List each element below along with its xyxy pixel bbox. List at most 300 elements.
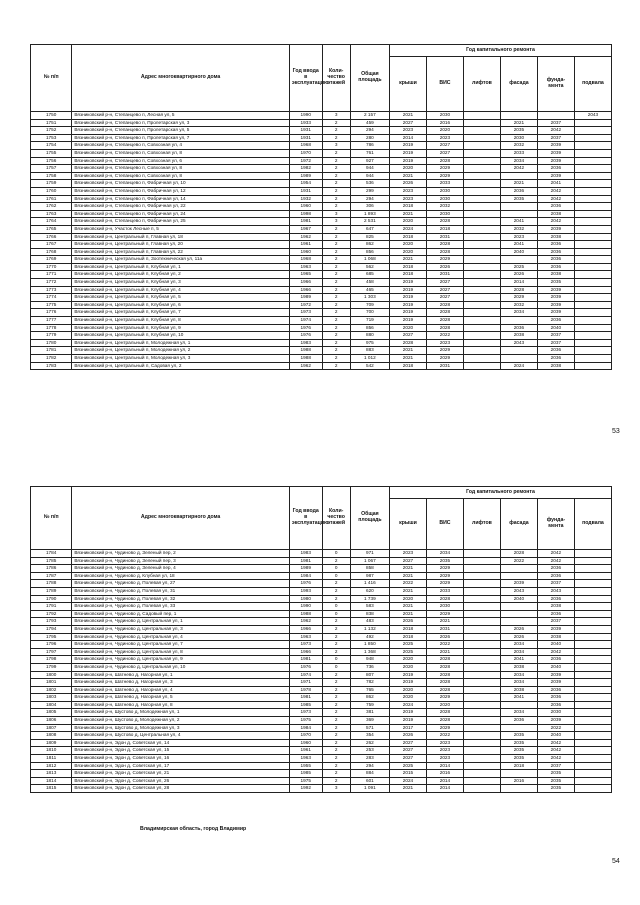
table-cell (463, 739, 500, 747)
table-cell (574, 203, 611, 211)
table-cell: 2 (322, 279, 350, 287)
table-cell: 1989 (289, 294, 322, 302)
table-cell (463, 565, 500, 573)
table-cell: 883 (350, 347, 389, 355)
col-basement: подвала (574, 499, 611, 550)
table-cell: 2036 (537, 241, 574, 249)
table-cell (500, 210, 537, 218)
table-cell: 2023 (389, 187, 426, 195)
table-cell: 1810 (31, 747, 72, 755)
table-cell (463, 112, 500, 120)
table-cell: 1791 (31, 603, 72, 611)
table-cell (574, 362, 611, 370)
table-cell: Вязниковский р-н, Шатнево д, Нагорная ул, 8 (72, 701, 290, 709)
table-cell (574, 633, 611, 641)
table-cell: 2 (322, 580, 350, 588)
table-row (31, 580, 612, 588)
table-cell: 2031 (426, 271, 463, 279)
table-cell: 2023 (426, 339, 463, 347)
table-cell: 2 (322, 618, 350, 626)
table-cell (463, 550, 500, 558)
table-cell: 1967 (289, 225, 322, 233)
table-cell (463, 770, 500, 778)
col-area: Общая площадь (350, 45, 389, 112)
table-cell: 2028 (426, 717, 463, 725)
table-cell: 1960 (289, 248, 322, 256)
table-cell: 2 (322, 679, 350, 687)
table-row (31, 187, 612, 195)
table-cell: 2027 (389, 557, 426, 565)
col-lifts: лифтов (463, 57, 500, 112)
table-cell (463, 210, 500, 218)
table-cell (463, 641, 500, 649)
table-cell (463, 686, 500, 694)
table-cell: 2028 (426, 157, 463, 165)
table-row (31, 195, 612, 203)
table-cell (574, 709, 611, 717)
table-cell: 2034 (500, 648, 537, 656)
table-cell: Вязниковский р-н, Степанцево п, Совхозная ул, 8 (72, 172, 290, 180)
table-cell: 2040 (537, 641, 574, 649)
table-cell (574, 332, 611, 340)
table-row (31, 656, 612, 664)
table-cell: 2 (322, 203, 350, 211)
table-row (31, 648, 612, 656)
table-cell: Вязниковский р-н, Степанцево п, Совхозная ул, 4 (72, 142, 290, 150)
table-cell: 2038 (500, 663, 537, 671)
table-cell: 2021 (500, 180, 537, 188)
table-cell: 2017 (389, 724, 426, 732)
table-cell (463, 656, 500, 664)
table-row (31, 633, 612, 641)
table-cell: 2035 (537, 279, 574, 287)
table-cell: 2042 (537, 550, 574, 558)
table-cell: 1752 (31, 127, 72, 135)
table-cell: Вязниковский р-н, Центральный п, Клубная ул, 10 (72, 332, 290, 340)
table-cell: Вязниковский р-н, Чудиново д, Зеленый пер, 3 (72, 557, 290, 565)
table-cell: 354 (350, 732, 389, 740)
table-row (31, 550, 612, 558)
table-cell: 2019 (389, 279, 426, 287)
table-cell: 2042 (537, 648, 574, 656)
table-cell: 2023 (389, 127, 426, 135)
table-cell: 2029 (426, 724, 463, 732)
table-cell (463, 732, 500, 740)
table-cell: 1790 (31, 595, 72, 603)
table-row (31, 686, 612, 694)
table-cell (574, 172, 611, 180)
table-cell: Вязниковский р-н, Участок Лесные п, 5 (72, 225, 290, 233)
table-cell: 2020 (389, 324, 426, 332)
table-cell: 1758 (31, 172, 72, 180)
table-cell: Вязниковский р-н, Степанцево п, Совхозная ул, 8 (72, 165, 290, 173)
table-cell: 2029 (426, 565, 463, 573)
table-cell: 542 (350, 362, 389, 370)
table-cell: 2026 (426, 263, 463, 271)
table-cell: 0 (322, 663, 350, 671)
table-cell: 2021 (389, 565, 426, 573)
table-cell (463, 777, 500, 785)
table-cell (463, 271, 500, 279)
table-cell: Вязниковский р-н, Чудиново д, Полевая ул, 33 (72, 603, 290, 611)
table-row (31, 180, 612, 188)
table-cell: 2034 (500, 671, 537, 679)
table-cell: 1976 (289, 663, 322, 671)
table-sheet-53 (30, 44, 612, 370)
table-cell: 2020 (426, 127, 463, 135)
table-cell (574, 347, 611, 355)
table-cell: 2 (322, 686, 350, 694)
table-cell: 2028 (426, 317, 463, 325)
table-cell: 1985 (289, 770, 322, 778)
table-cell (574, 294, 611, 302)
table-cell: 1763 (31, 210, 72, 218)
table-cell (463, 263, 500, 271)
table-cell (463, 157, 500, 165)
table-cell: 2023 (426, 755, 463, 763)
table-cell: 262 (350, 739, 389, 747)
table-cell: Вязниковский р-н, Шатнево д, Нагорная ул, 3 (72, 679, 290, 687)
table-cell: 2028 (426, 656, 463, 664)
table-cell: 459 (350, 119, 389, 127)
table-cell (500, 203, 537, 211)
table-cell: 2019 (389, 142, 426, 150)
table-cell: 2023 (426, 747, 463, 755)
table-cell: 2034 (500, 641, 537, 649)
table-cell: 2039 (537, 309, 574, 317)
table-cell: 2019 (389, 671, 426, 679)
table-cell: 458 (350, 279, 389, 287)
table-cell: 2021 (389, 172, 426, 180)
table-cell (574, 149, 611, 157)
table-cell: Вязниковский р-н, Шатнево д, Нагорная ул, 4 (72, 686, 290, 694)
table-cell: 1989 (289, 565, 322, 573)
table-cell: 1933 (289, 119, 322, 127)
table-cell: 2036 (537, 656, 574, 664)
table-cell: 1807 (31, 724, 72, 732)
col-vis: ВИС (426, 499, 463, 550)
table-cell: 1808 (31, 732, 72, 740)
table-cell: 2037 (537, 339, 574, 347)
table-cell: 1750 (31, 112, 72, 120)
table-cell: 2029 (426, 610, 463, 618)
table-cell: 2040 (500, 595, 537, 603)
table-cell (574, 263, 611, 271)
table-cell: 2042 (537, 747, 574, 755)
table-cell: 2027 (426, 279, 463, 287)
table-cell (574, 210, 611, 218)
table-cell: 2020 (389, 218, 426, 226)
table-cell (463, 625, 500, 633)
table-cell (463, 180, 500, 188)
table-cell: 2029 (426, 694, 463, 702)
table-cell: 2042 (537, 755, 574, 763)
table-cell (574, 580, 611, 588)
table-cell (463, 618, 500, 626)
table-cell (574, 603, 611, 611)
table-row (31, 762, 612, 770)
table-cell (574, 339, 611, 347)
table-cell: 2 (322, 187, 350, 195)
table-cell: Вязниковский р-н, Шустово д, Центральная ул, 4 (72, 732, 290, 740)
table-cell: 700 (350, 309, 389, 317)
table-cell: Вязниковский р-н, Чудиново д, Центральная ул, 1 (72, 618, 290, 626)
table-cell: 2036 (537, 203, 574, 211)
table-cell: Вязниковский р-н, Чудиново д, Центральная ул, 3 (72, 625, 290, 633)
table-cell: 2021 (389, 112, 426, 120)
table-cell: 2021 (389, 256, 426, 264)
table-row (31, 663, 612, 671)
table-cell: 2 (322, 332, 350, 340)
table-cell: 571 (350, 724, 389, 732)
table-cell: 2027 (426, 142, 463, 150)
table-cell: 2042 (500, 165, 537, 173)
table-cell: 2033 (500, 149, 537, 157)
table-cell: Вязниковский р-н, Степанцево п, Пролетарская ул, 5 (72, 127, 290, 135)
table-cell: 2019 (389, 309, 426, 317)
table-cell (463, 119, 500, 127)
table-cell: 862 (350, 241, 389, 249)
table-cell: 1759 (31, 180, 72, 188)
table-row (31, 233, 612, 241)
table-cell (463, 587, 500, 595)
table-cell: 2020 (389, 694, 426, 702)
table-cell: 2037 (537, 119, 574, 127)
table-cell: 2043 (500, 339, 537, 347)
table-cell: 2 (322, 747, 350, 755)
table-row (31, 172, 612, 180)
table-cell: 1960 (289, 203, 322, 211)
table-cell (463, 755, 500, 763)
table-cell: 1931 (289, 187, 322, 195)
table-cell: 2018 (389, 271, 426, 279)
table-cell: Вязниковский р-н, Чудиново д, Центральная ул, 9 (72, 656, 290, 664)
table-cell: 1766 (31, 233, 72, 241)
col-facade: фасада (500, 57, 537, 112)
table-cell: 1 739 (350, 595, 389, 603)
table-cell (500, 603, 537, 611)
table-cell (500, 572, 537, 580)
table-cell: 1 368 (350, 648, 389, 656)
table-cell: 2022 (426, 332, 463, 340)
table-cell (574, 317, 611, 325)
table-cell (463, 355, 500, 363)
table-cell: 2027 (389, 739, 426, 747)
table-cell (463, 286, 500, 294)
table-cell: 2026 (500, 271, 537, 279)
table-cell: 3 (322, 142, 350, 150)
table-cell: 1962 (289, 618, 322, 626)
table-cell (463, 225, 500, 233)
table-row (31, 256, 612, 264)
table-cell: 1970 (289, 732, 322, 740)
table-cell: Вязниковский р-н, Центральный п, Молодежная ул, 1 (72, 339, 290, 347)
table-cell (463, 679, 500, 687)
table-cell: 2 (322, 157, 350, 165)
table-cell: 1804 (31, 701, 72, 709)
table-cell (574, 694, 611, 702)
table-cell (463, 694, 500, 702)
table-cell: Вязниковский р-н, Степанцево п, Фабричная ул, 12 (72, 187, 290, 195)
table-cell: 1972 (289, 301, 322, 309)
table-cell: 2028 (426, 218, 463, 226)
table-cell: 1960 (289, 739, 322, 747)
table-cell: 2021 (426, 618, 463, 626)
table-cell: Вязниковский р-н, Центральный п, Молодежная ул, 2 (72, 347, 290, 355)
table-cell: 280 (350, 134, 389, 142)
table-cell: 2019 (389, 294, 426, 302)
col-group-repair: Год капитального ремонта (389, 45, 611, 57)
table-cell: 1775 (31, 301, 72, 309)
table-cell: 2 (322, 739, 350, 747)
table-cell (574, 701, 611, 709)
table-cell: Вязниковский р-н, Степанцево п, Пролетарская ул, 3 (72, 119, 290, 127)
table-cell: 2 (322, 641, 350, 649)
table-cell: 2035 (537, 777, 574, 785)
table-cell (574, 218, 611, 226)
table-cell: Вязниковский р-н, Центральный п, Главная ул, 20 (72, 241, 290, 249)
table-cell: 2019 (389, 157, 426, 165)
table-cell: 2032 (500, 225, 537, 233)
table-cell: 1978 (289, 686, 322, 694)
table-cell (463, 603, 500, 611)
table-cell: 2030 (426, 187, 463, 195)
table-cell (463, 701, 500, 709)
table-cell: 1760 (31, 187, 72, 195)
table-cell (463, 671, 500, 679)
table-cell (463, 663, 500, 671)
table-cell: 620 (350, 587, 389, 595)
col-roof: крыши (389, 57, 426, 112)
table-cell: 2 (322, 701, 350, 709)
table-cell: 2028 (426, 686, 463, 694)
table-cell: 1931 (289, 127, 322, 135)
table-cell (500, 256, 537, 264)
table-cell: 1773 (31, 286, 72, 294)
table-cell: 1966 (289, 286, 322, 294)
table-cell: 2041 (500, 656, 537, 664)
table-cell: 2 (322, 633, 350, 641)
table-cell: 807 (350, 671, 389, 679)
table-row (31, 709, 612, 717)
table-cell: 2 (322, 271, 350, 279)
table-cell: 1814 (31, 777, 72, 785)
table-cell: 2 (322, 339, 350, 347)
table-cell: 2034 (500, 309, 537, 317)
table-cell: 2016 (426, 770, 463, 778)
table-cell (463, 762, 500, 770)
table-cell: Вязниковский р-н, Эдон д, Советская ул, 16 (72, 755, 290, 763)
table-cell: 2014 (500, 279, 537, 287)
table-cell: 1765 (31, 225, 72, 233)
table-row (31, 225, 612, 233)
table-cell: 1785 (31, 557, 72, 565)
table-row (31, 286, 612, 294)
table-cell: 2035 (426, 557, 463, 565)
table-cell: 1973 (289, 309, 322, 317)
table-cell: 1976 (289, 580, 322, 588)
table-cell (463, 165, 500, 173)
table-cell: 2 (322, 248, 350, 256)
table-cell: 2023 (426, 739, 463, 747)
table-row (31, 203, 612, 211)
table-cell: 2028 (426, 709, 463, 717)
table-cell: 1793 (31, 618, 72, 626)
table-cell: 1974 (289, 317, 322, 325)
page-number: 54 (612, 858, 620, 865)
table-row (31, 603, 612, 611)
table-row (31, 332, 612, 340)
table-cell: 2028 (426, 241, 463, 249)
table-cell: 2033 (426, 587, 463, 595)
table-cell: 1800 (31, 671, 72, 679)
table-cell: 971 (350, 550, 389, 558)
table-cell: 2 (322, 347, 350, 355)
table-cell: 2 (322, 671, 350, 679)
table-cell: Вязниковский р-н, Степанцево п, Фабричная ул, 24 (72, 210, 290, 218)
table-cell: 2 (322, 309, 350, 317)
table-cell (463, 747, 500, 755)
table-cell: 736 (350, 663, 389, 671)
table-cell (574, 301, 611, 309)
table-cell: 2042 (537, 739, 574, 747)
table-cell: 2034 (500, 157, 537, 165)
table-cell: 1751 (31, 119, 72, 127)
table-cell: 1985 (289, 701, 322, 709)
table-cell: 1990 (289, 112, 322, 120)
table-cell: Вязниковский р-н, Чудиново д, Центральная ул, 4 (72, 633, 290, 641)
table-cell: 2039 (537, 157, 574, 165)
table-cell: 3 (322, 112, 350, 120)
table-cell: 2037 (537, 618, 574, 626)
table-cell: 2031 (426, 233, 463, 241)
table-cell (463, 347, 500, 355)
table-row (31, 610, 612, 618)
table-cell: 2019 (389, 679, 426, 687)
table-cell: 1809 (31, 739, 72, 747)
table-cell: 2024 (389, 701, 426, 709)
table-cell: 1 068 (350, 256, 389, 264)
table-cell: 2 (322, 127, 350, 135)
table-cell (574, 785, 611, 793)
table-cell: 1780 (31, 339, 72, 347)
table-cell: 2036 (537, 694, 574, 702)
table-cell: 2018 (389, 203, 426, 211)
table-cell: 2 (322, 362, 350, 370)
table-cell (463, 172, 500, 180)
table-cell: Вязниковский р-н, Шатнево д, Нагорная ул, 1 (72, 671, 290, 679)
table-cell: 1 416 (350, 580, 389, 588)
table-cell (463, 256, 500, 264)
table-cell: 2038 (537, 210, 574, 218)
table-cell: 2 (322, 256, 350, 264)
table-cell: 2043 (574, 112, 611, 120)
table-cell: 2038 (500, 332, 537, 340)
table-row (31, 355, 612, 363)
table-cell: 1968 (289, 256, 322, 264)
table-cell: 1981 (289, 557, 322, 565)
col-group-repair: Год капитального ремонта (389, 487, 611, 499)
table-cell: 2021 (426, 648, 463, 656)
table-cell: Вязниковский р-н, Чудиново д, Полевая ул, 31 (72, 587, 290, 595)
table-cell: 294 (350, 127, 389, 135)
table-cell (500, 355, 537, 363)
table-cell: 1931 (289, 134, 322, 142)
table-cell: 1965 (289, 271, 322, 279)
table-cell: 3 (322, 785, 350, 793)
table-cell: Вязниковский р-н, Шустово д, Молодежная ул, 1 (72, 709, 290, 717)
table-cell (574, 119, 611, 127)
